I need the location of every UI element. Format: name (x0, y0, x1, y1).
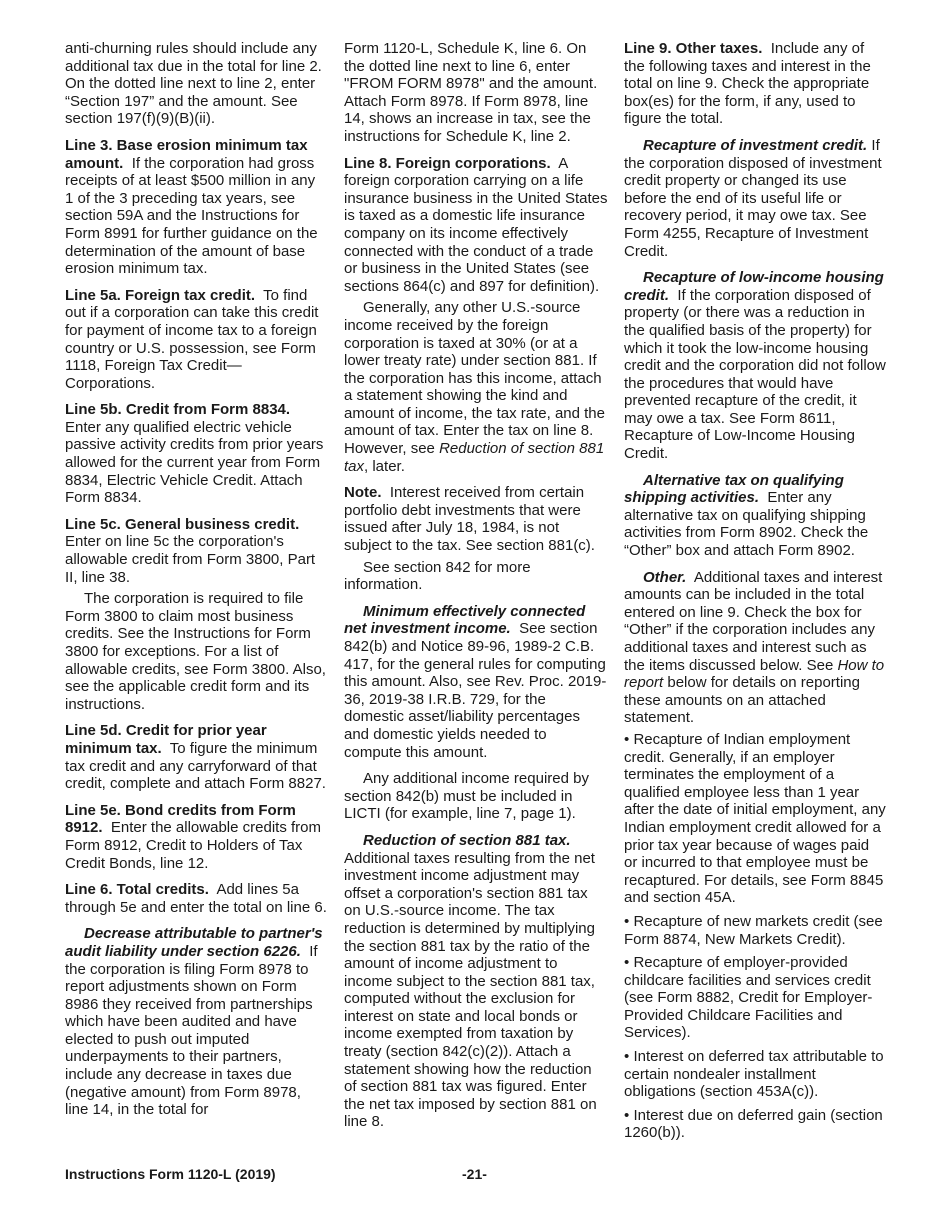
paragraph: The corporation is required to file Form 3800 to claim most business credits. See the Instructions for Form 3800 for exceptions. For a list of allowable credits, see Form 3800. Also, see the applicable credit form and its instructions. (65, 590, 326, 713)
footer-form-title: Instructions Form 1120-L (2019) (65, 1166, 276, 1182)
list-item: • Interest due on deferred gain (section 1260(b)). (624, 1106, 883, 1142)
heading-note: Note. (344, 484, 382, 502)
column-3 (624, 40, 886, 1148)
paragraph-shipping: Alternative tax on qualifying shipping activities. Enter any alternative tax on qualifying shipping activities from Form 8902. Check the “Other” box and attach Form 8902. (624, 471, 869, 560)
paragraph: Any additional income required by section 842(b) must be included in LICTI (for example, line 7, page 1). (344, 770, 589, 823)
list-item: • Recapture of Indian employment credit. Generally, if an employer terminates the employment of a qualified employee less than 1 year after the date of initial employment, any Indian employment credit allowed for a prior tax year because of wages paid or incurred to that employee must be recaptured. For details, see Form 8845 and section 45A. (624, 730, 886, 907)
heading-low-income-housing: Recapture of low-income housing credit. (624, 269, 884, 304)
paragraph: Form 1120-L, Schedule K, line 6. On the dotted line next to line 6, enter "FROM FORM 8978" and the amount. Attach Form 8978. If Form 8978, line 14, shows an increase in tax, see the instructions for Schedule K, line 2. (344, 40, 598, 145)
list-item: • Recapture of employer-provided childcare facilities and services credit (see Form 8882, Credit for Employer-Provided Childcare Facilities and Services). (624, 954, 873, 1042)
bullet-icon: • (624, 954, 630, 972)
heading-line-5e: Line 5e. Bond credits from Form 8912. (65, 801, 296, 837)
paragraph-line-8: Line 8. Foreign corporations. A foreign corporation carrying on a life insurance business in the United States is taxed as a domestic life insurance company on its income effectively connected with the conduct of a trade or business in the United States (see sections 864(c) and 897 for definition). (344, 154, 608, 295)
heading-minimum-income: Minimum effectively connected net investment income. (344, 602, 586, 638)
bullet-icon: • (624, 1048, 630, 1066)
page-number: -21- (462, 1166, 487, 1182)
paragraph-line-5a: Line 5a. Foreign tax credit. To find out if a corporation can take this credit for payment of income tax to a foreign country or U.S. possession, see Form 1118, Foreign Tax Credit—Corporations. (65, 286, 319, 392)
bullet-icon: • (624, 912, 630, 930)
heading-reduction-881: Reduction of section 881 tax. (363, 831, 571, 849)
paragraph-section-6226: Decrease attributable to partner's audit liability under section 6226. If the corporation is filing Form 8978 to report adjustments shown on Form 8986 they received from partnerships which have been audited and have elected to push out imputed underpayments to their partners, include any decrease in taxes due (negative amount) from Form 8978, line 14, in the total for (65, 925, 323, 1119)
heading-section-6226: Decrease attributable to partner's audit liability under section 6226. (65, 925, 323, 960)
heading-line-5a: Line 5a. Foreign tax credit. (65, 286, 256, 304)
cross-reference: How to report (624, 656, 885, 692)
heading-shipping: Alternative tax on qualifying shipping activities. (624, 471, 844, 507)
heading-line-8: Line 8. Foreign corporations. (344, 154, 551, 172)
paragraph-line-5d: Line 5d. Credit for prior year minimum tax. To figure the minimum tax credit and any carryforward of that credit, complete and attach Form 8827. (65, 722, 326, 793)
heading-line-5c: Line 5c. General business credit. (65, 515, 300, 533)
heading-line-5b: Line 5b. Credit from Form 8834. (65, 401, 291, 419)
paragraph-line-6: Line 6. Total credits. Add lines 5a through 5e and enter the total on line 6. (65, 881, 327, 916)
column-2 (344, 40, 608, 1140)
paragraph-line-5e: Line 5e. Bond credits from Form 8912. Enter the allowable credits from Form 8912, Credit to Holders of Tax Credit Bonds, line 12. (65, 801, 321, 872)
paragraph: Generally, any other U.S.-source income received by the foreign corporation is taxed at 30% (or at a lower treaty rate) under section 881. If the corporation has this income, attach a statement showing the kind and amount of income, the tax rate, and the amount of tax. Enter the tax on line 8. However, see Reduction of section 881 tax, later. (344, 299, 605, 475)
paragraph-reduction-881: Reduction of section 881 tax. Additional taxes resulting from the net investment income adjustment may offset a corporation's section 881 tax on U.S.-source income. The tax reduction is determined by multiplying the section 881 tax by the ratio of the amount of income adjustment to income subject to the section 881 tax, computed without the exclusion for interest on state and local bonds or income exempted from taxation by treaty (section 842(c)(2)). Attach a statement showing how the reduction of section 881 tax was figured. Enter the net tax imposed by section 881 on line 8. (344, 831, 597, 1131)
list-item: • Interest on deferred tax attributable to certain nondealer installment obligations (section 453A(c)). (624, 1048, 884, 1101)
paragraph-line-3: Line 3. Base erosion minimum tax amount. If the corporation had gross receipts of at least $500 million in any 1 of the 3 preceding tax years, see section 59A and the Instructions for Form 8991 for further guidance on the determination of the amount of base erosion minimum tax. (65, 136, 318, 278)
paragraph-line-5c: Line 5c. General business credit. Enter on line 5c the corporation's allowable credit from Form 3800, Part II, line 38. (65, 515, 316, 586)
paragraph-line-5b: Line 5b. Credit from Form 8834. Enter any qualified electric vehicle passive activity credits from prior years allowed for the current year from Form 8834, Electric Vehicle Credit. Attach Form 8834. (65, 401, 324, 507)
paragraph-low-income-housing: Recapture of low-income housing credit. If the corporation disposed of property (or there was a reduction in the qualified basis of the property) for which it took the low-income housing credit and the corporation did not follow the procedures that would have prevented recapture of the credit, it may owe a tax. See Form 8611, Recapture of Low-Income Housing Credit. (624, 269, 886, 463)
paragraph-other: Other. Additional taxes and interest amounts can be included in the total entered on line 9. Check the box for “Other” if the corporation includes any additional taxes and interest such as the items discussed below. See How to report below for details on reporting these amounts on an attached statement. (624, 568, 885, 727)
heading-line-6: Line 6. Total credits. (65, 881, 209, 899)
heading-line-3: Line 3. Base erosion minimum tax amount. (65, 136, 308, 172)
paragraph-investment-credit: Recapture of investment credit. If the corporation disposed of investment credit property or changed its use before the end of its useful life or recovery period, it may owe tax. See Form 4255, Recapture of Investment Credit. (624, 136, 882, 260)
heading-other: Other. (643, 568, 687, 586)
bullet-icon: • (624, 1106, 630, 1124)
paragraph-note: Note. Interest received from certain portfolio debt investments that were issued after July 18, 1984, is not subject to the tax. See section 881(c). (344, 484, 595, 555)
paragraph-minimum-income: Minimum effectively connected net investment income. See section 842(b) and Notice 89-96, 1989-2 C.B. 417, for the general rules for computing this amount. Also, see Rev. Proc. 2019-36, 2019-38 I.R.B. 729, for the domestic asset/liability percentages and domestic yields needed to compute this amount. (344, 602, 607, 761)
heading-line-9: Line 9. Other taxes. (624, 40, 763, 57)
bullet-icon: • (624, 730, 630, 748)
list-item: • Recapture of new markets credit (see Form 8874, New Markets Credit). (624, 912, 883, 948)
paragraph-line-9: Line 9. Other taxes. Include any of the following taxes and interest in the total on line 9. Check the appropriate box(es) for the form, if any, used to figure the total. (624, 40, 871, 128)
heading-line-5d: Line 5d. Credit for prior year minimum tax. (65, 722, 267, 757)
cross-reference: Reduction of section 881 tax (344, 440, 605, 475)
paragraph: See section 842 for more information. (344, 558, 531, 594)
column-1 (65, 40, 327, 1128)
paragraph: anti-churning rules should include any additional tax due in the total for line 2. On the dotted line next to line 2, enter “Section 197” and the amount. See section 197(f)(9)(B)(ii). (65, 40, 322, 128)
heading-investment-credit: Recapture of investment credit. (643, 136, 868, 154)
